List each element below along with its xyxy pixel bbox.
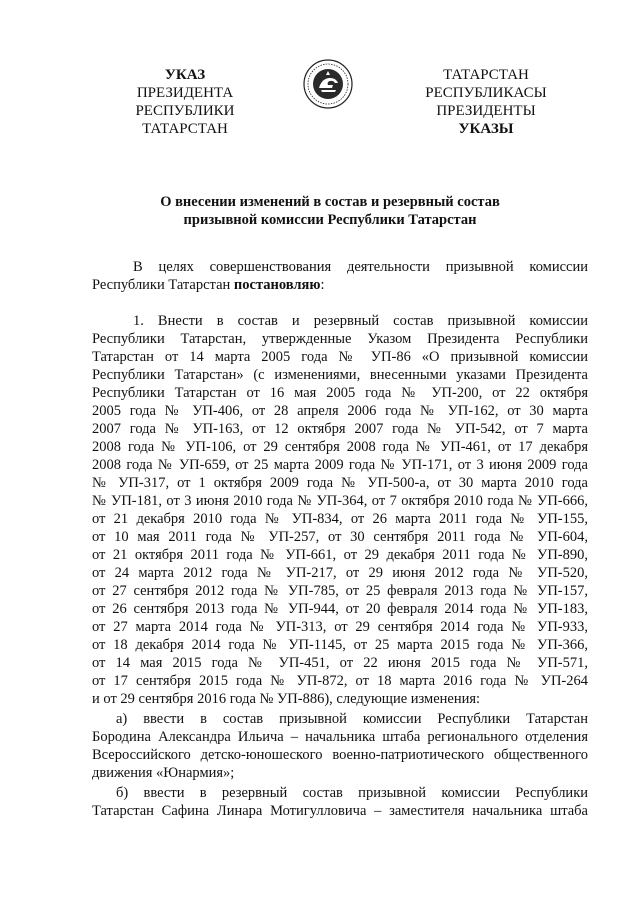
body-line: от 21 октября 2011 года № УП-661, от 29 декабря 2011 года № УП-890, (92, 547, 588, 563)
item-a-line: Бородина Александра Ильича – начальника штаба регионального отделения (92, 729, 588, 745)
body-line: № УП-317, от 1 октября 2009 года № УП-500-а, от 30 марта 2010 года (92, 475, 588, 491)
item-b-line: б) ввести в резервный состав призывной комиссии Республики (116, 785, 588, 801)
item-b-line: Татарстан Сафина Линара Мотигулловича – заместителя начальника штаба (92, 803, 588, 819)
body-line: и от 29 сентября 2016 года № УП-886), следующие изменения: (92, 691, 481, 707)
body-line: Республики Татарстан» (с изменениями, внесенными указами Президента (92, 367, 588, 383)
header-right-line3: УКАЗЫ (458, 121, 514, 137)
item-a-line: а) ввести в состав призывной комиссии Республики Татарстан (116, 711, 588, 727)
preamble-bold: постановляю (233, 277, 321, 293)
body-line: 2007 года № УП-163, от 12 октября 2007 года № УП-542, от 7 марта (92, 421, 588, 437)
body-line: Республики Татарстан от 16 мая 2005 года № УП-200, от 22 октября (92, 385, 588, 401)
body-line: 1. Внести в состав и резервный состав призывной комиссии (133, 313, 588, 329)
body-line: № УП-181, от 3 июня 2010 года № УП-364, от 7 октября 2010 года № УП-666, (92, 493, 588, 509)
body-line: Республики Татарстан, утвержденные Указом Президента Республики (92, 331, 588, 347)
title-line2: призывной комиссии Республики Татарстан (183, 212, 477, 228)
preamble-end: : (320, 277, 325, 293)
header-left-line3: РЕСПУБЛИКИ ТАТАРСТАН (135, 103, 235, 137)
body-line: от 26 сентября 2013 года № УП-944, от 20 февраля 2014 года № УП-183, (92, 601, 588, 617)
body-line: Татарстан от 14 марта 2005 года № УП-86 «О призывной комиссии (92, 349, 588, 365)
header-left-line2: ПРЕЗИДЕНТА (136, 85, 234, 101)
title-line1: О внесении изменений в состав и резервный состав (160, 194, 500, 210)
header-left (92, 66, 278, 138)
preamble-line1: В целях совершенствования деятельности призывной комиссии (133, 259, 588, 275)
body-line: от 17 сентября 2015 года № УП-872, от 18 марта 2016 года № УП-264 (92, 673, 588, 689)
body-line: от 27 марта 2014 года № УП-313, от 29 сентября 2014 года № УП-933, (92, 619, 588, 635)
preamble-line2 (92, 276, 588, 294)
body-line: 2005 года № УП-406, от 28 апреля 2006 года № УП-162, от 30 марта (92, 403, 588, 419)
body-line: 2008 года № УП-106, от 29 сентября 2008 года № УП-461, от 17 декабря (92, 439, 588, 455)
decree-title (120, 193, 540, 229)
body-line: от 10 мая 2011 года № УП-257, от 30 сентября 2011 года № УП-604, (92, 529, 588, 545)
header-left-line1: УКАЗ (164, 67, 206, 83)
header-right-line1: ТАТАРСТАН РЕСПУБЛИКАСЫ (425, 67, 547, 101)
item-a-line: движения «Юнармия»; (92, 765, 235, 781)
header-right-line2: ПРЕЗИДЕНТЫ (436, 103, 536, 119)
item-a-line: Всероссийского детско-юношеского военно-патриотического общественного (92, 747, 588, 763)
body-line: от 21 декабря 2010 года № УП-834, от 26 марта 2011 года № УП-155, (92, 511, 588, 527)
body-line: от 24 марта 2012 года № УП-217, от 29 июня 2012 года № УП-520, (92, 565, 588, 581)
body-line: от 14 мая 2015 года № УП-451, от 22 июня 2015 года № УП-571, (92, 655, 588, 671)
body-line: от 18 декабря 2014 года № УП-1145, от 25 марта 2015 года № УП-366, (92, 637, 588, 653)
tatarstan-coat-of-arms-icon (303, 59, 353, 109)
body-line: от 27 сентября 2012 года № УП-785, от 25 февраля 2013 года № УП-157, (92, 583, 588, 599)
header-right (383, 66, 589, 138)
body-line: 2008 года № УП-659, от 25 марта 2009 года № УП-171, от 3 июня 2009 года (92, 457, 588, 473)
preamble-text: Республики Татарстан (92, 277, 234, 293)
